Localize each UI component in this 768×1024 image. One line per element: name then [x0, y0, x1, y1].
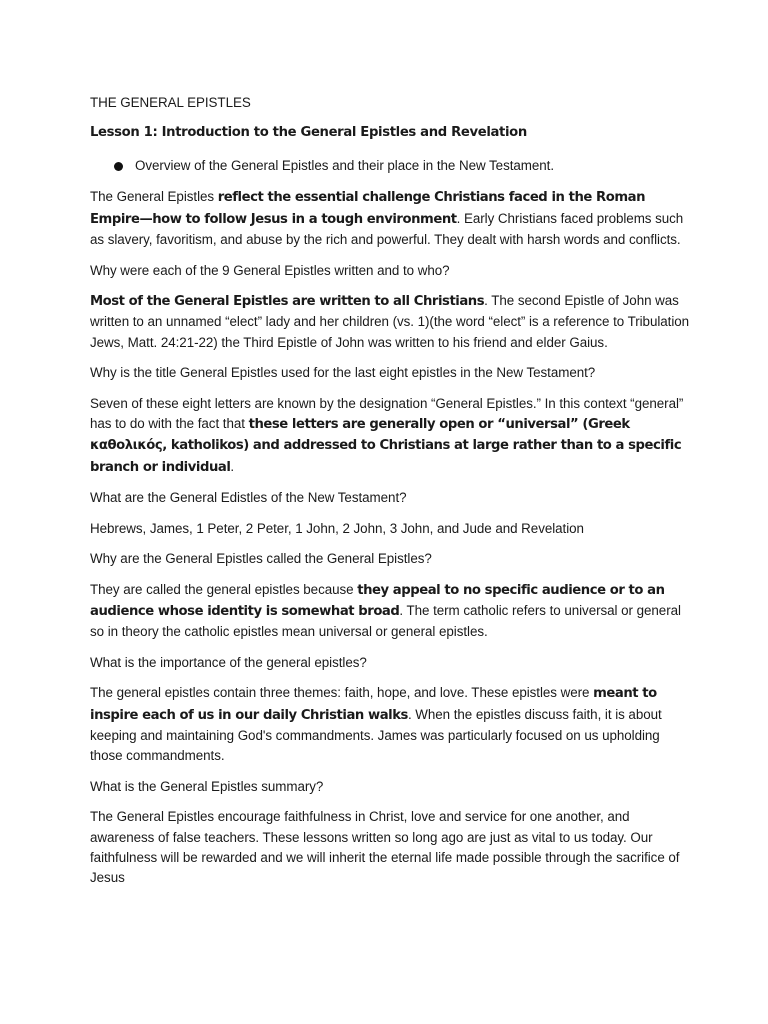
question-heading: What is the General Epistles summary? [90, 778, 324, 794]
emphasis-text: meant to inspire each of us in our daily Christian walks [90, 686, 657, 723]
lesson-title: Lesson 1: Introduction to the General Epistles and Revelation [90, 125, 527, 140]
paragraph-text: . Early Christians faced problems such as slavery, favoritism, and abuse by the rich and powerful. They dealt with harsh words and conflicts. [90, 210, 684, 248]
emphasis-text: Most of the General Epistles are written to all Christians [90, 294, 485, 310]
bullet-icon [114, 162, 123, 171]
bullet-text: Overview of the General Epistles and their place in the New Testament. [135, 158, 555, 173]
paragraph-text: The general epistles contain three themes: faith, hope, and love. These epistles were [90, 685, 594, 701]
question-heading: What is the importance of the general epistles? [90, 654, 367, 670]
paragraph-text: They are called the general epistles because [90, 581, 358, 597]
question-heading: Why are the General Epistles called the General Epistles? [90, 551, 432, 567]
paragraph-text: . When the epistles discuss faith, it is about keeping and maintaining God's commandments. James was particularly focused on us upholding those commandments. [90, 706, 662, 764]
document-page [90, 94, 690, 899]
paragraph-title-meaning [90, 394, 690, 479]
document-title: THE GENERAL EPISTLES [90, 95, 251, 110]
paragraph-text: The General Epistles [90, 189, 218, 205]
emphasis-text: reflect the essential challenge Christians faced in the Roman Empire—how to follow Jesus in a tough environment [90, 190, 646, 227]
question-heading: Why were each of the 9 General Epistles written and to who? [90, 262, 450, 278]
paragraph-book-list: Hebrews, James, 1 Peter, 2 Peter, 1 John, 2 John, 3 John, and Jude and Revelation [90, 520, 584, 536]
paragraph-intro [90, 187, 690, 250]
paragraph-text: . The second Epistle of John was written to an unnamed “elect” lady and her children (vs. 1)(the word “elect” is a reference to Tribulation Jews, Matt. 24:21-22) the Third Epistle of John was written to his friend and elder Gaius. [90, 293, 690, 350]
bullet-list-item [90, 156, 690, 176]
paragraph-text: . [230, 458, 235, 474]
question-heading: What are the General Edistles of the New Testament? [90, 490, 407, 506]
emphasis-text: they appeal to no specific audience or to an audience whose identity is somewhat broad [90, 582, 665, 619]
paragraph-text: . The term catholic refers to universal or general so in theory the catholic epistles mean universal or general epistles. [90, 602, 681, 640]
emphasis-text: these letters are generally open or “universal” (Greek καθολικός, katholikos) and addressed to Christians at large rather than to a specific branch or individual [90, 417, 682, 475]
question-heading: Why is the title General Epistles used for the last eight epistles in the New Testament? [90, 365, 596, 381]
paragraph-summary: The General Epistles encourage faithfulness in Christ, love and service for one another, and awareness of false teachers. These lessons written so long ago are just as vital to us today. Our faithfulness will be rewarded and we will inherit the eternal life made possible through the sacrifice of Jesus [90, 809, 680, 886]
paragraph-text: Seven of these eight letters are known by the designation “General Epistles.” In this context “general” has to do with the fact that [90, 395, 684, 432]
paragraph-importance [90, 683, 690, 767]
paragraph-audience [90, 291, 690, 353]
paragraph-naming [90, 580, 690, 643]
